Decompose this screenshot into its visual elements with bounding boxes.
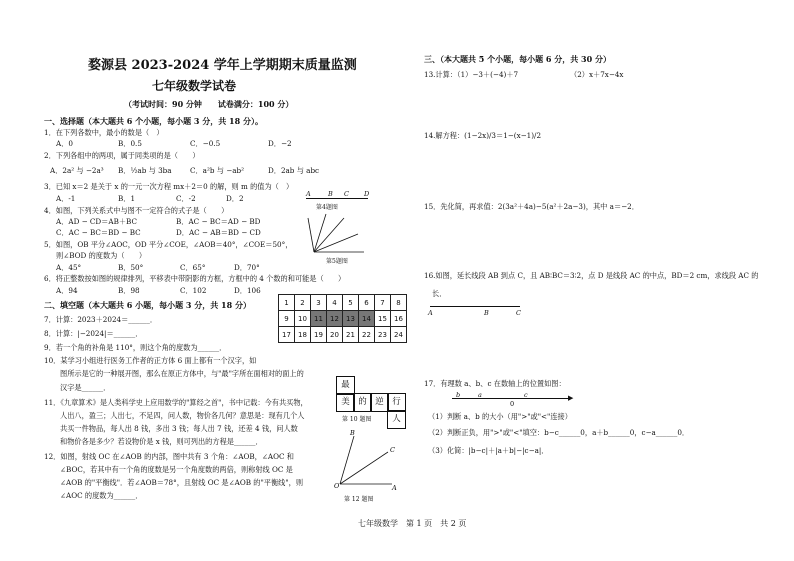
fig12-caption: 第 12 题图 (344, 496, 374, 503)
cube-face: 逆 (370, 393, 389, 412)
grid-cell-shaded: 12 (327, 311, 343, 327)
q16-point-c: C (516, 309, 521, 317)
cube-face: 行 (387, 393, 406, 412)
question-13-part2: （2）x＋7x−4x (570, 70, 624, 79)
exam-subtitle: 七年级数学试卷 (152, 79, 237, 93)
q17-point-c: c (524, 391, 528, 399)
q6-option-c: C．102 (180, 286, 207, 295)
section-3-heading: 三、（本大题共 5 个小题，每小题 6 分，共 30 分） (424, 54, 611, 64)
cube-face: 最 (336, 376, 355, 395)
svg-text:B: B (350, 429, 355, 437)
q2-option-d: D．2ab 与 abc (268, 166, 320, 175)
grid-cell: 4 (327, 295, 343, 311)
question-16-line2: 长． (432, 289, 447, 298)
q3-option-c: C．-2 (176, 194, 196, 203)
q5-option-a: A．45° (56, 263, 82, 272)
question-11-line3: 共买一件物品，每人出 8 钱，多出 3 钱；每人出 7 钱，还差 4 钱，问人数 (60, 424, 298, 433)
grid-cell: 21 (343, 327, 359, 343)
q4-option-d: D．AC − AB＝BD − CD (176, 228, 261, 237)
cube-face: 美 (336, 393, 355, 412)
grid-cell: 9 (279, 311, 295, 327)
cube-face: 的 (353, 393, 372, 412)
fig4-caption: 第4题图 (316, 204, 338, 211)
question-11-line4: 和物价各是多少？若设物价是 x 钱，则可列出的方程是______． (60, 437, 263, 446)
q1-option-c: C．−0.5 (190, 139, 221, 148)
grid-cell: 22 (359, 327, 375, 343)
question-12-line3: ∠AOB 的"平衡线"．若∠AOB＝78°，且射线 OC 是∠AOB 的"平衡线"，则 (60, 478, 304, 487)
question-1: 1．在下列各数中，最小的数是（ ） (44, 128, 164, 137)
section-1-heading: 一、选择题（本大题共 6 个小题，每小题 3 分，共 18 分）。 (44, 116, 263, 126)
fig4-point-b: B (328, 190, 333, 198)
grid-cell-shaded: 11 (311, 311, 327, 327)
question-10-line3: 汉字是______． (60, 383, 111, 392)
q2-option-b: B．½ab 与 3ba (118, 166, 172, 175)
grid-cell: 3 (311, 295, 327, 311)
question-15: 15．先化简，再求值：2(3a²＋4a)−5(a²＋2a−3)，其中 a＝−2． (424, 202, 639, 211)
grid-cell: 1 (279, 295, 295, 311)
grid-cell: 10 (295, 311, 311, 327)
grid-cell: 2 (295, 295, 311, 311)
q17-number-line (452, 398, 570, 399)
page-footer: 七年级数学 第 1 页 共 2 页 (358, 519, 467, 528)
question-12-line2: ∠BOC，若其中有一个角的度数是另一个角度数的两倍，则称射线 OC 是 (60, 465, 293, 474)
question-17: 17．有理数 a、b、c 在数轴上的位置如图： (424, 379, 566, 388)
grid-cell: 20 (327, 327, 343, 343)
exam-info: （考试时间：90 分钟 试卷满分：100 分） (124, 99, 294, 109)
grid-cell: 8 (391, 295, 407, 311)
grid-cell: 24 (391, 327, 407, 343)
q6-option-b: B．98 (118, 286, 140, 295)
fig4-point-c: C (344, 190, 349, 198)
question-4: 4．如图，下列关系式中与图不一定符合的式子是（ ） (44, 206, 229, 215)
q16-point-b: B (484, 309, 489, 317)
grid-cell: 23 (375, 327, 391, 343)
exam-title: 婺源县 2023-2024 学年上学期期末质量监测 (88, 58, 357, 73)
grid-cell: 15 (375, 311, 391, 327)
number-grid (278, 294, 407, 343)
question-6: 6．将正整数按如图的规律排列，平移表中带阴影的方框，方框中的 4 个数的和可能是（ ） (44, 274, 346, 283)
question-11-line2: 人出八，盈三；人出七，不足四，问人数，物价各几何？意思是：现有几个人 (60, 411, 305, 420)
grid-cell: 18 (295, 327, 311, 343)
q1-option-b: B．0.5 (118, 139, 142, 148)
grid-cell: 6 (359, 295, 375, 311)
grid-cell: 19 (311, 327, 327, 343)
q5-option-d: D．70° (234, 263, 260, 272)
question-3: 3．已知 x＝2 是关于 x 的一元一次方程 mx＋2＝0 的解，则 m 的值为（ ） (44, 182, 294, 191)
section-2-heading: 二、填空题（本大题共 6 小题，每小题 3 分，共 18 分） (44, 300, 251, 310)
q6-option-d: D．106 (234, 286, 261, 295)
q4-option-c: C．AC − BC＝BD − BC (56, 228, 141, 237)
fig5-angle-diagram (304, 212, 368, 256)
q4-option-a: A．AD − CD＝AB＋BC (56, 217, 137, 226)
q2-option-c: C．a²b 与 −ab² (190, 166, 245, 175)
question-16-line1: 16.如图，延长线段 AB 到点 C，且 AB∶BC＝3∶2，点 D 是线段 AC 的中点，BD＝2 cm，求线段 AC 的 (424, 271, 759, 280)
q17-point-a: a (478, 391, 482, 399)
q3-option-a: A．-1 (56, 194, 76, 203)
svg-text:O: O (334, 482, 340, 490)
question-13-part1: 13.计算：（1）−3＋(−4)＋7 (424, 70, 519, 79)
q2-option-a: A．2a² 与 −2a³ (50, 166, 104, 175)
fig4-segment (306, 198, 368, 199)
q17-point-b: b (456, 391, 461, 399)
question-10-line1: 10．某学习小组进行医务工作者的正方体 6 面上都有一个汉字，如 (44, 356, 257, 365)
question-5-line2: 则∠BOD 的度数为（ ） (56, 251, 147, 260)
q5-option-b: B．50° (118, 263, 144, 272)
question-10-line2: 图所示是它的一种展开图，那么在原正方体中，与"最"字所在面相对的面上的 (60, 369, 304, 378)
question-17-part3: （3）化简：|b−c|＋|a＋b|−|c−a|． (428, 446, 549, 455)
q1-option-d: D．−2 (268, 139, 292, 148)
q16-point-a: A (428, 309, 433, 317)
fig4-point-d: D (364, 190, 370, 198)
question-11-line1: 11．《九章算术》是人类科学史上应用数学的"算经之首"，书中记载：今有共买物， (44, 398, 308, 407)
grid-cell-shaded: 13 (343, 311, 359, 327)
question-2: 2．下列各组中的两项，属于同类项的是（ ） (44, 151, 200, 160)
fig5-caption: 第5题图 (326, 258, 348, 265)
question-12-line4: ∠AOC 的度数为______． (60, 491, 143, 500)
grid-cell-shaded: 14 (359, 311, 375, 327)
svg-text:C: C (390, 446, 395, 454)
fig4-point-a: A (306, 190, 311, 198)
fig10-caption: 第 10 题图 (342, 416, 372, 423)
question-14: 14.解方程：(1−2x)/3＝1−(x−1)/2 (424, 131, 542, 140)
question-9: 9．若一个角的补角是 110°，则这个角的度数为______． (44, 343, 227, 352)
q16-segment (430, 306, 520, 307)
q6-option-a: A．94 (56, 286, 78, 295)
q3-option-b: B．1 (118, 194, 136, 203)
question-17-part1: （1）判断 a、b 的大小（用">"或"<"连接） (428, 412, 572, 421)
question-5-line1: 5．如图，OB 平分∠AOC，OD 平分∠COE，∠AOB＝40°，∠COE＝50°， (44, 240, 293, 249)
q17-origin: 0 (510, 400, 515, 408)
grid-cell: 5 (343, 295, 359, 311)
question-12-line1: 12．如图，射线 OC 在∠AOB 的内部，图中共有 3 个角：∠AOB，∠AOC 和 (44, 452, 294, 461)
grid-cell: 7 (375, 295, 391, 311)
fig12-angle-diagram (330, 428, 400, 490)
grid-cell: 16 (391, 311, 407, 327)
grid-cell: 17 (279, 327, 295, 343)
arrow-right-icon: ▶ (568, 394, 574, 402)
q3-option-d: D．2 (226, 194, 244, 203)
svg-text:A: A (392, 484, 397, 490)
q1-option-a: A．0 (56, 139, 73, 148)
question-8: 8．计算：|−2024|＝______． (44, 329, 143, 338)
question-17-part2: （2）判断正负，用">"或"<"填空：b−c______0，a＋b______0，c−a______0． (428, 428, 690, 437)
question-7: 7．计算：2023＋2024＝______． (44, 315, 158, 324)
q4-option-b: B．AC − BC＝AD − BD (176, 217, 261, 226)
q5-option-c: C．65° (180, 263, 206, 272)
cube-face: 人 (387, 410, 406, 429)
